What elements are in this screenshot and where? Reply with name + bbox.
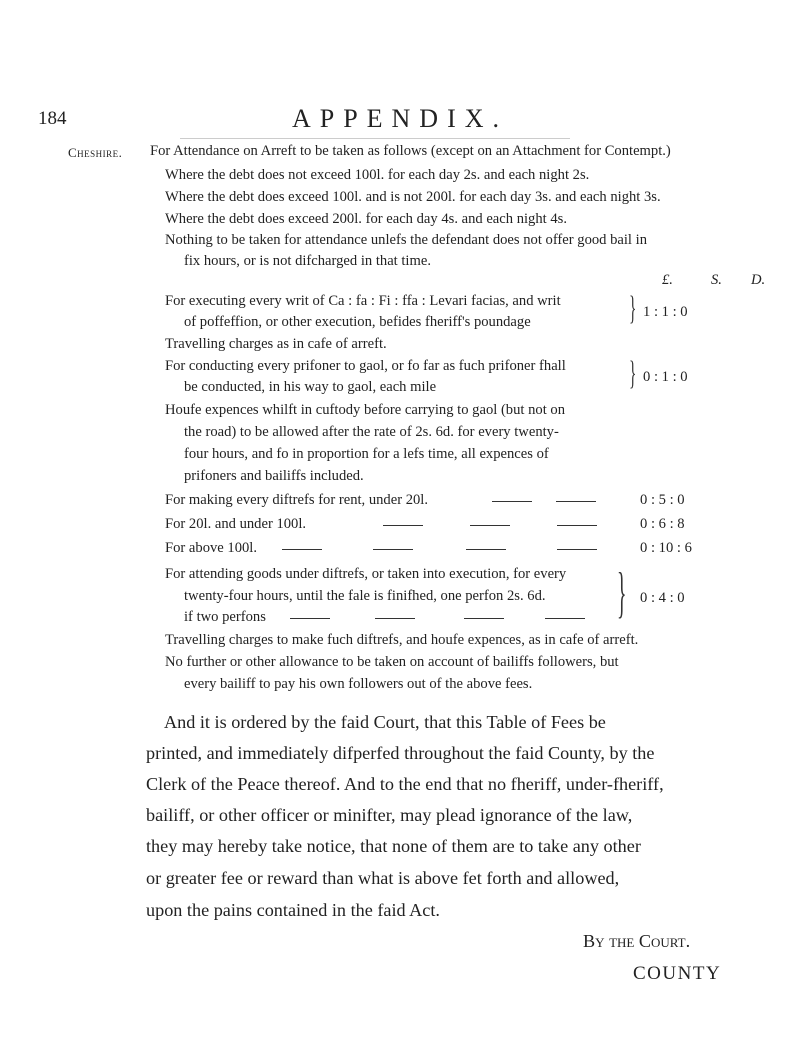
attendance-line-5: fix hours, or is not difcharged in that time. [184, 253, 431, 269]
house-line-3: four hours, and fo in proportion for a lefs time, all expences of [184, 446, 549, 462]
signature: By the Court. [583, 931, 691, 951]
distress-row-2-amount: 0 : 6 : 8 [640, 516, 685, 532]
pounds-header: £. [662, 272, 673, 288]
writ-line-1: For executing every writ of Ca : fa : Fi : ffa : Levari facias, and writ [165, 293, 561, 309]
distress-row-2-leader-b [470, 525, 510, 526]
header-rule [180, 138, 570, 139]
closing-line-3: every bailiff to pay his own followers out of the above fees. [184, 676, 533, 692]
distress-row-2-leader-c [557, 525, 597, 526]
distress-row-1-leader-a [492, 501, 532, 502]
county-label-text: Cheshire. [68, 145, 123, 160]
distress-row-3-leader-b [373, 549, 413, 550]
house-line-2: the road) to be allowed after the rate of 2s. 6d. for every twenty- [184, 424, 559, 440]
order-line-1: And it is ordered by the faid Court, that this Table of Fees be [164, 712, 606, 732]
house-line-4: prifoners and bailiffs included. [184, 468, 364, 484]
attendance-line-1: Where the debt does not exceed 100l. for each day 2s. and each night 2s. [165, 167, 590, 183]
writ-amount: 1 : 1 : 0 [643, 304, 688, 320]
conducting-amount: 0 : 1 : 0 [643, 369, 688, 385]
distress-row-1-label: For making every diftrefs for rent, under 20l. [165, 492, 429, 508]
order-line-5: they may hereby take notice, that none of them are to take any other [146, 836, 641, 856]
distress-row-1-amount: 0 : 5 : 0 [640, 492, 685, 508]
page-number: 184 [38, 108, 67, 129]
intro-line: For Attendance on Arreft to be taken as follows (except on an Attachment for Contempt.) [150, 143, 671, 159]
closing-line-1: Travelling charges to make fuch diftrefs, and houfe expences, as in cafe of arreft. [165, 632, 639, 648]
conducting-line-2: be conducted, in his way to gaol, each mile [184, 379, 437, 395]
catchword: COUNTY [633, 963, 722, 984]
distress-row-2-label: For 20l. and under 100l. [165, 516, 307, 532]
conducting-brace: } [629, 355, 637, 392]
distress-row-3-leader-a [282, 549, 322, 550]
attendance-line-3: Where the debt does exceed 200l. for each day 4s. and each night 4s. [165, 211, 567, 227]
conducting-line-1: For conducting every prifoner to gaol, or fo far as fuch prifoner fhall [165, 358, 566, 374]
attendance-line-2: Where the debt does exceed 100l. and is not 200l. for each day 3s. and each night 3s. [165, 189, 661, 205]
distress-row-1-leader-b [556, 501, 596, 502]
attending-leader-d [545, 618, 585, 619]
house-line-1: Houfe expences whilft in cuftody before carrying to gaol (but not on [165, 402, 565, 418]
attending-leader-a [290, 618, 330, 619]
writ-line-2: of poffeffion, or other execution, befides fheriff's poundage [184, 314, 531, 330]
distress-row-3-leader-c [466, 549, 506, 550]
pence-header: D. [751, 272, 766, 288]
attendance-line-4: Nothing to be taken for attendance unlefs the defendant does not offer good bail in [165, 232, 647, 248]
closing-line-2: No further or other allowance to be taken on account of bailiffs followers, but [165, 654, 619, 670]
order-line-6: or greater fee or reward than what is above fet forth and allowed, [146, 868, 620, 888]
attending-line-3: if two perfons [184, 609, 266, 625]
attending-brace: } [617, 562, 627, 624]
order-line-4: bailiff, or other officer or minifter, may plead ignorance of the law, [146, 805, 633, 825]
attending-line-1: For attending goods under diftrefs, or taken into execution, for every [165, 566, 567, 582]
attending-leader-c [464, 618, 504, 619]
distress-row-3-leader-d [557, 549, 597, 550]
order-line-7: upon the pains contained in the faid Act. [146, 900, 440, 920]
shillings-header: S. [711, 272, 722, 288]
writ-brace: } [629, 290, 637, 327]
attending-line-2: twenty-four hours, until the fale is finifhed, one perfon 2s. 6d. [184, 588, 546, 604]
order-line-2: printed, and immediately difperfed throughout the faid County, by the [146, 743, 655, 763]
travelling-arrest-line: Travelling charges as in cafe of arreft. [165, 336, 387, 352]
order-line-3: Clerk of the Peace thereof. And to the end that no fheriff, under-fheriff, [146, 774, 664, 794]
attending-leader-b [375, 618, 415, 619]
distress-row-3-amount: 0 : 10 : 6 [640, 540, 692, 556]
distress-row-2-leader-a [383, 525, 423, 526]
attending-amount: 0 : 4 : 0 [640, 590, 685, 606]
distress-row-3-label: For above 100l. [165, 540, 258, 556]
county-label [68, 145, 122, 161]
running-head: APPENDIX. [291, 104, 509, 133]
